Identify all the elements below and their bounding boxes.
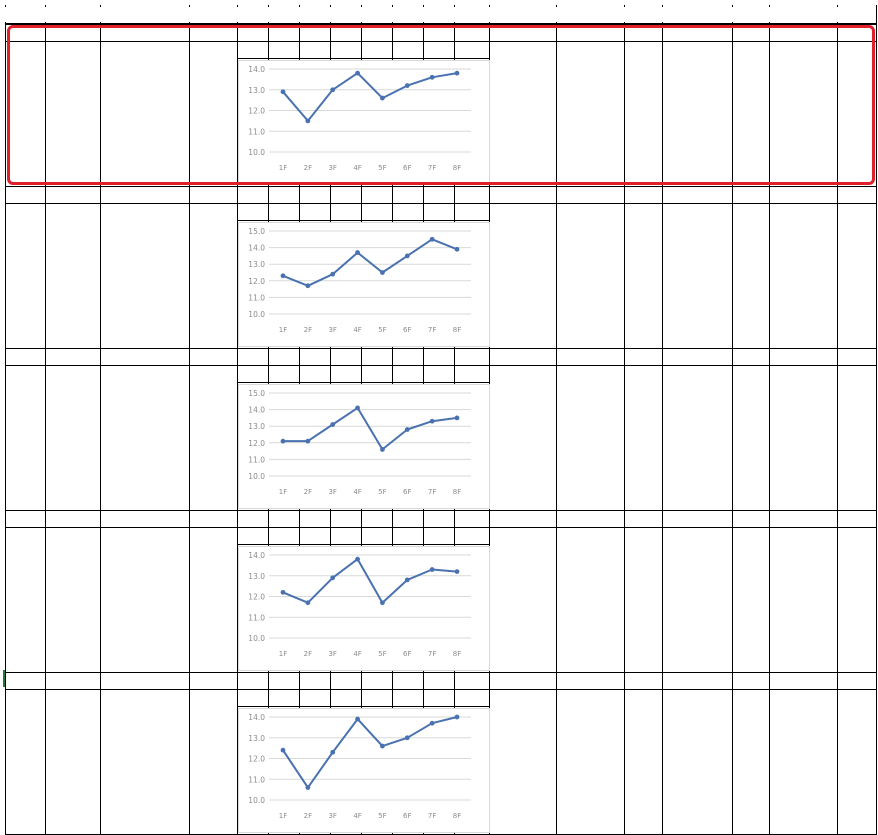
cumulative-time-3	[299, 42, 330, 58]
lap-time-2	[268, 25, 299, 41]
cumulative-row-line	[237, 382, 489, 383]
lap-time-8	[454, 511, 489, 527]
cumulative-time-5	[361, 528, 392, 544]
lap-time-5	[361, 511, 392, 527]
cumulative-time-7	[423, 204, 454, 220]
lap-chart	[238, 60, 490, 185]
race-weather	[45, 187, 100, 203]
lap-time-7	[423, 673, 454, 689]
passing-order-3rd	[769, 673, 837, 689]
data-point	[405, 578, 410, 583]
race-winner	[100, 187, 189, 203]
lap-chart	[238, 384, 490, 509]
passing-order-1st	[556, 511, 624, 527]
cumulative-time-8	[454, 366, 489, 382]
cumulative-time-4	[330, 366, 361, 382]
cumulative-row-line	[237, 544, 489, 545]
data-point	[405, 427, 410, 432]
data-point	[355, 71, 360, 76]
cumulative-time-5	[361, 42, 392, 58]
x-tick-label: 1F	[278, 164, 288, 172]
lap-chart-svg	[239, 223, 489, 346]
lap-time-7	[423, 349, 454, 365]
last-3f-1st	[624, 187, 662, 203]
x-tick-label: 3F	[328, 164, 337, 172]
lap-time-5	[361, 349, 392, 365]
lap-time-2	[268, 511, 299, 527]
race-last-3f	[489, 511, 556, 527]
header-f6	[392, 7, 423, 22]
x-tick-label: 3F	[328, 812, 337, 820]
data-point	[455, 71, 460, 76]
header-win-time	[189, 7, 237, 22]
last-3f-2nd	[732, 349, 769, 365]
header-pass3	[769, 7, 837, 22]
y-tick-label: 14.0	[248, 713, 265, 722]
y-tick-label: 15.0	[248, 227, 265, 236]
passing-order-3rd	[769, 511, 837, 527]
x-tick-label: 6F	[403, 164, 412, 172]
column-gridline	[876, 5, 877, 835]
lap-time-2	[268, 349, 299, 365]
column-gridline	[100, 5, 101, 835]
data-point	[281, 439, 286, 444]
x-tick-label: 6F	[403, 488, 412, 496]
cumulative-time-2	[268, 42, 299, 58]
lap-time-4	[330, 673, 361, 689]
cumulative-time-7	[423, 366, 454, 382]
x-tick-label: 7F	[427, 164, 437, 172]
y-tick-label: 10.0	[248, 472, 265, 481]
last-3f-1st	[624, 673, 662, 689]
header-pass2	[662, 7, 732, 22]
lap-chart	[238, 546, 490, 671]
data-point	[305, 439, 310, 444]
x-tick-label: 3F	[328, 650, 337, 658]
cumulative-time-6	[392, 366, 423, 382]
lap-time-3	[299, 187, 330, 203]
data-point	[430, 567, 435, 572]
y-tick-label: 11.0	[248, 127, 265, 137]
data-point	[380, 96, 385, 101]
data-point	[330, 575, 335, 580]
y-tick-label: 11.0	[248, 613, 265, 623]
race-weather	[45, 511, 100, 527]
last-3f-2nd	[732, 25, 769, 41]
race-winner	[100, 511, 189, 527]
data-point	[305, 600, 310, 605]
header-f1	[237, 7, 268, 22]
race-last-3f	[489, 187, 556, 203]
lap-time-6	[392, 673, 423, 689]
race-win-time	[189, 187, 237, 203]
x-tick-label: 7F	[427, 812, 437, 820]
x-tick-label: 5F	[378, 812, 387, 820]
data-point	[281, 590, 286, 595]
y-tick-label: 12.0	[248, 276, 265, 286]
column-gridline	[624, 5, 625, 835]
race-win-time	[189, 673, 237, 689]
header-year	[5, 7, 45, 22]
cumulative-time-4	[330, 204, 361, 220]
y-tick-label: 12.0	[248, 592, 265, 602]
last-3f-3rd	[837, 511, 876, 527]
y-tick-label: 13.0	[248, 571, 265, 581]
x-tick-label: 5F	[378, 326, 387, 334]
x-tick-label: 4F	[353, 164, 362, 172]
x-tick-label: 6F	[403, 650, 412, 658]
data-point	[380, 270, 385, 275]
y-tick-label: 14.0	[248, 551, 265, 560]
lap-time-7	[423, 25, 454, 41]
x-tick-label: 2F	[303, 326, 313, 334]
passing-order-3rd	[769, 25, 837, 41]
lap-time-6	[392, 25, 423, 41]
data-point	[305, 785, 310, 790]
lap-time-1	[237, 25, 268, 41]
data-point	[430, 419, 435, 424]
race-year	[5, 673, 45, 689]
y-tick-label: 12.0	[248, 754, 265, 764]
y-tick-label: 11.0	[248, 293, 265, 303]
cumulative-time-8	[454, 528, 489, 544]
passing-order-1st	[556, 673, 624, 689]
last-3f-2nd	[732, 511, 769, 527]
header-f3	[299, 7, 330, 22]
data-point	[455, 416, 460, 421]
header-f7	[423, 7, 454, 22]
lap-time-2	[268, 187, 299, 203]
lap-chart-svg	[239, 547, 489, 670]
race-weather	[45, 25, 100, 41]
x-tick-label: 5F	[378, 488, 387, 496]
lap-time-3	[299, 25, 330, 41]
race-winner	[100, 673, 189, 689]
column-gridline	[189, 5, 190, 835]
lap-time-4	[330, 25, 361, 41]
y-tick-label: 14.0	[248, 65, 265, 74]
last-3f-3rd	[837, 25, 876, 41]
lap-chart-svg	[239, 61, 489, 184]
passing-order-2nd	[662, 187, 732, 203]
y-tick-label: 13.0	[248, 260, 265, 270]
lap-time-2	[268, 673, 299, 689]
lap-time-7	[423, 187, 454, 203]
y-tick-label: 11.0	[248, 775, 265, 785]
y-tick-label: 12.0	[248, 106, 265, 116]
x-tick-label: 2F	[303, 812, 313, 820]
x-tick-label: 1F	[278, 812, 288, 820]
y-tick-label: 13.0	[248, 422, 265, 432]
lap-time-8	[454, 673, 489, 689]
race-year	[5, 187, 45, 203]
lap-time-1	[237, 673, 268, 689]
data-point	[355, 250, 360, 255]
lap-time-5	[361, 673, 392, 689]
cumulative-row-line	[237, 220, 489, 221]
last-3f-3rd	[837, 187, 876, 203]
lap-time-8	[454, 187, 489, 203]
passing-order-1st	[556, 187, 624, 203]
data-point	[281, 748, 286, 753]
column-gridline	[556, 5, 557, 835]
y-tick-label: 10.0	[248, 148, 265, 157]
column-gridline	[45, 5, 46, 835]
x-tick-label: 2F	[303, 650, 313, 658]
last-3f-3rd	[837, 349, 876, 365]
passing-order-2nd	[662, 511, 732, 527]
y-tick-label: 10.0	[248, 796, 265, 805]
data-point	[281, 89, 286, 94]
cumulative-time-6	[392, 204, 423, 220]
passing-order-2nd	[662, 25, 732, 41]
cumulative-time-2	[268, 366, 299, 382]
data-point	[455, 715, 460, 720]
lap-time-8	[454, 349, 489, 365]
x-tick-label: 1F	[278, 488, 288, 496]
header-pass1	[556, 7, 624, 22]
x-tick-label: 8F	[452, 164, 462, 172]
data-point	[330, 272, 335, 277]
cumulative-time-6	[392, 42, 423, 58]
data-point	[455, 247, 460, 252]
x-tick-label: 2F	[303, 488, 313, 496]
cumulative-time-5	[361, 690, 392, 706]
lap-time-8	[454, 25, 489, 41]
data-point	[380, 744, 385, 749]
lap-time-5	[361, 187, 392, 203]
cumulative-time-4	[330, 42, 361, 58]
data-point	[430, 721, 435, 726]
race-win-time	[189, 511, 237, 527]
race-year	[5, 25, 45, 41]
column-gridline	[5, 5, 6, 835]
race-win-time	[189, 349, 237, 365]
series-line	[283, 239, 457, 285]
lap-time-1	[237, 187, 268, 203]
race-last-3f	[489, 25, 556, 41]
cumulative-time-7	[423, 42, 454, 58]
passing-order-2nd	[662, 349, 732, 365]
x-tick-label: 1F	[278, 326, 288, 334]
x-tick-label: 4F	[353, 812, 362, 820]
passing-order-2nd	[662, 673, 732, 689]
data-point	[305, 283, 310, 288]
lap-time-3	[299, 349, 330, 365]
cumulative-time-2	[268, 528, 299, 544]
data-point	[380, 447, 385, 452]
lap-time-6	[392, 187, 423, 203]
data-point	[355, 557, 360, 562]
y-tick-label: 15.0	[248, 389, 265, 398]
lap-time-1	[237, 511, 268, 527]
x-tick-label: 4F	[353, 650, 362, 658]
x-tick-label: 7F	[427, 488, 437, 496]
data-point	[380, 600, 385, 605]
column-gridline	[769, 5, 770, 835]
header-last3	[837, 7, 876, 22]
cumulative-time-7	[423, 528, 454, 544]
y-tick-label: 10.0	[248, 634, 265, 643]
lap-time-6	[392, 511, 423, 527]
cumulative-time-1	[237, 528, 268, 544]
x-tick-label: 4F	[353, 488, 362, 496]
data-point	[330, 750, 335, 755]
header-last1	[624, 7, 662, 22]
race-year	[5, 349, 45, 365]
x-tick-label: 7F	[427, 650, 437, 658]
cumulative-time-1	[237, 366, 268, 382]
column-gridline	[662, 5, 663, 835]
cumulative-time-3	[299, 528, 330, 544]
data-point	[430, 237, 435, 242]
cumulative-time-4	[330, 528, 361, 544]
cumulative-time-1	[237, 204, 268, 220]
cumulative-time-3	[299, 204, 330, 220]
cumulative-time-1	[237, 42, 268, 58]
cumulative-time-4	[330, 690, 361, 706]
race-winner	[100, 349, 189, 365]
y-tick-label: 14.0	[248, 405, 265, 415]
x-tick-label: 8F	[452, 812, 462, 820]
cumulative-time-3	[299, 366, 330, 382]
data-point	[330, 422, 335, 427]
series-line	[283, 717, 457, 788]
y-tick-label: 10.0	[248, 310, 265, 319]
header-f5	[361, 7, 392, 22]
last-3f-2nd	[732, 187, 769, 203]
y-tick-label: 12.0	[248, 438, 265, 448]
x-tick-label: 5F	[378, 650, 387, 658]
y-tick-label: 11.0	[248, 455, 265, 465]
race-weather	[45, 349, 100, 365]
data-point	[405, 735, 410, 740]
last-3f-1st	[624, 511, 662, 527]
x-tick-label: 3F	[328, 326, 337, 334]
cumulative-time-8	[454, 204, 489, 220]
last-3f-3rd	[837, 673, 876, 689]
last-3f-1st	[624, 25, 662, 41]
header-winner	[100, 7, 189, 22]
passing-order-3rd	[769, 349, 837, 365]
lap-time-3	[299, 511, 330, 527]
lap-time-4	[330, 511, 361, 527]
race-win-time	[189, 25, 237, 41]
cumulative-time-2	[268, 204, 299, 220]
passing-order-1st	[556, 25, 624, 41]
x-tick-label: 1F	[278, 650, 288, 658]
data-point	[281, 273, 286, 278]
x-tick-label: 8F	[452, 488, 462, 496]
lap-chart	[238, 222, 490, 347]
series-line	[283, 73, 457, 121]
x-tick-label: 3F	[328, 488, 337, 496]
cumulative-time-6	[392, 690, 423, 706]
x-tick-label: 7F	[427, 326, 437, 334]
column-gridline	[837, 5, 838, 835]
last-3f-2nd	[732, 673, 769, 689]
data-point	[455, 569, 460, 574]
cumulative-time-8	[454, 690, 489, 706]
x-tick-label: 5F	[378, 164, 387, 172]
header-f8	[454, 7, 489, 22]
cumulative-time-7	[423, 690, 454, 706]
cumulative-time-3	[299, 690, 330, 706]
lap-time-1	[237, 349, 268, 365]
x-tick-label: 6F	[403, 326, 412, 334]
data-point	[355, 717, 360, 722]
cumulative-row-line	[237, 706, 489, 707]
y-tick-label: 13.0	[248, 85, 265, 95]
cumulative-time-5	[361, 204, 392, 220]
passing-order-1st	[556, 349, 624, 365]
race-winner	[100, 25, 189, 41]
data-point	[405, 83, 410, 88]
lap-time-5	[361, 25, 392, 41]
header-f4	[330, 7, 361, 22]
race-year	[5, 511, 45, 527]
column-gridline	[732, 5, 733, 835]
data-point	[405, 254, 410, 259]
x-tick-label: 6F	[403, 812, 412, 820]
header-weather	[45, 7, 100, 22]
cumulative-row-line	[237, 58, 489, 59]
lap-time-4	[330, 187, 361, 203]
data-point	[330, 87, 335, 92]
cumulative-time-2	[268, 690, 299, 706]
data-point	[305, 118, 310, 123]
race-last-3f	[489, 673, 556, 689]
cumulative-time-5	[361, 366, 392, 382]
lap-time-6	[392, 349, 423, 365]
lap-chart-svg	[239, 709, 489, 832]
race-last-3f	[489, 349, 556, 365]
x-tick-label: 8F	[452, 326, 462, 334]
active-row-marker	[3, 670, 5, 687]
x-tick-label: 4F	[353, 326, 362, 334]
cumulative-time-1	[237, 690, 268, 706]
lap-chart-svg	[239, 385, 489, 508]
lap-time-4	[330, 349, 361, 365]
cumulative-time-8	[454, 42, 489, 58]
passing-order-3rd	[769, 187, 837, 203]
x-tick-label: 8F	[452, 650, 462, 658]
last-3f-1st	[624, 349, 662, 365]
data-point	[355, 406, 360, 411]
data-point	[430, 75, 435, 80]
header-race-last	[489, 7, 556, 22]
lap-chart	[238, 708, 490, 833]
header-last2	[732, 7, 769, 22]
lap-time-7	[423, 511, 454, 527]
y-tick-label: 14.0	[248, 243, 265, 253]
y-tick-label: 13.0	[248, 733, 265, 743]
race-weather	[45, 673, 100, 689]
lap-time-3	[299, 673, 330, 689]
header-f2	[268, 7, 299, 22]
x-tick-label: 2F	[303, 164, 313, 172]
cumulative-time-6	[392, 528, 423, 544]
